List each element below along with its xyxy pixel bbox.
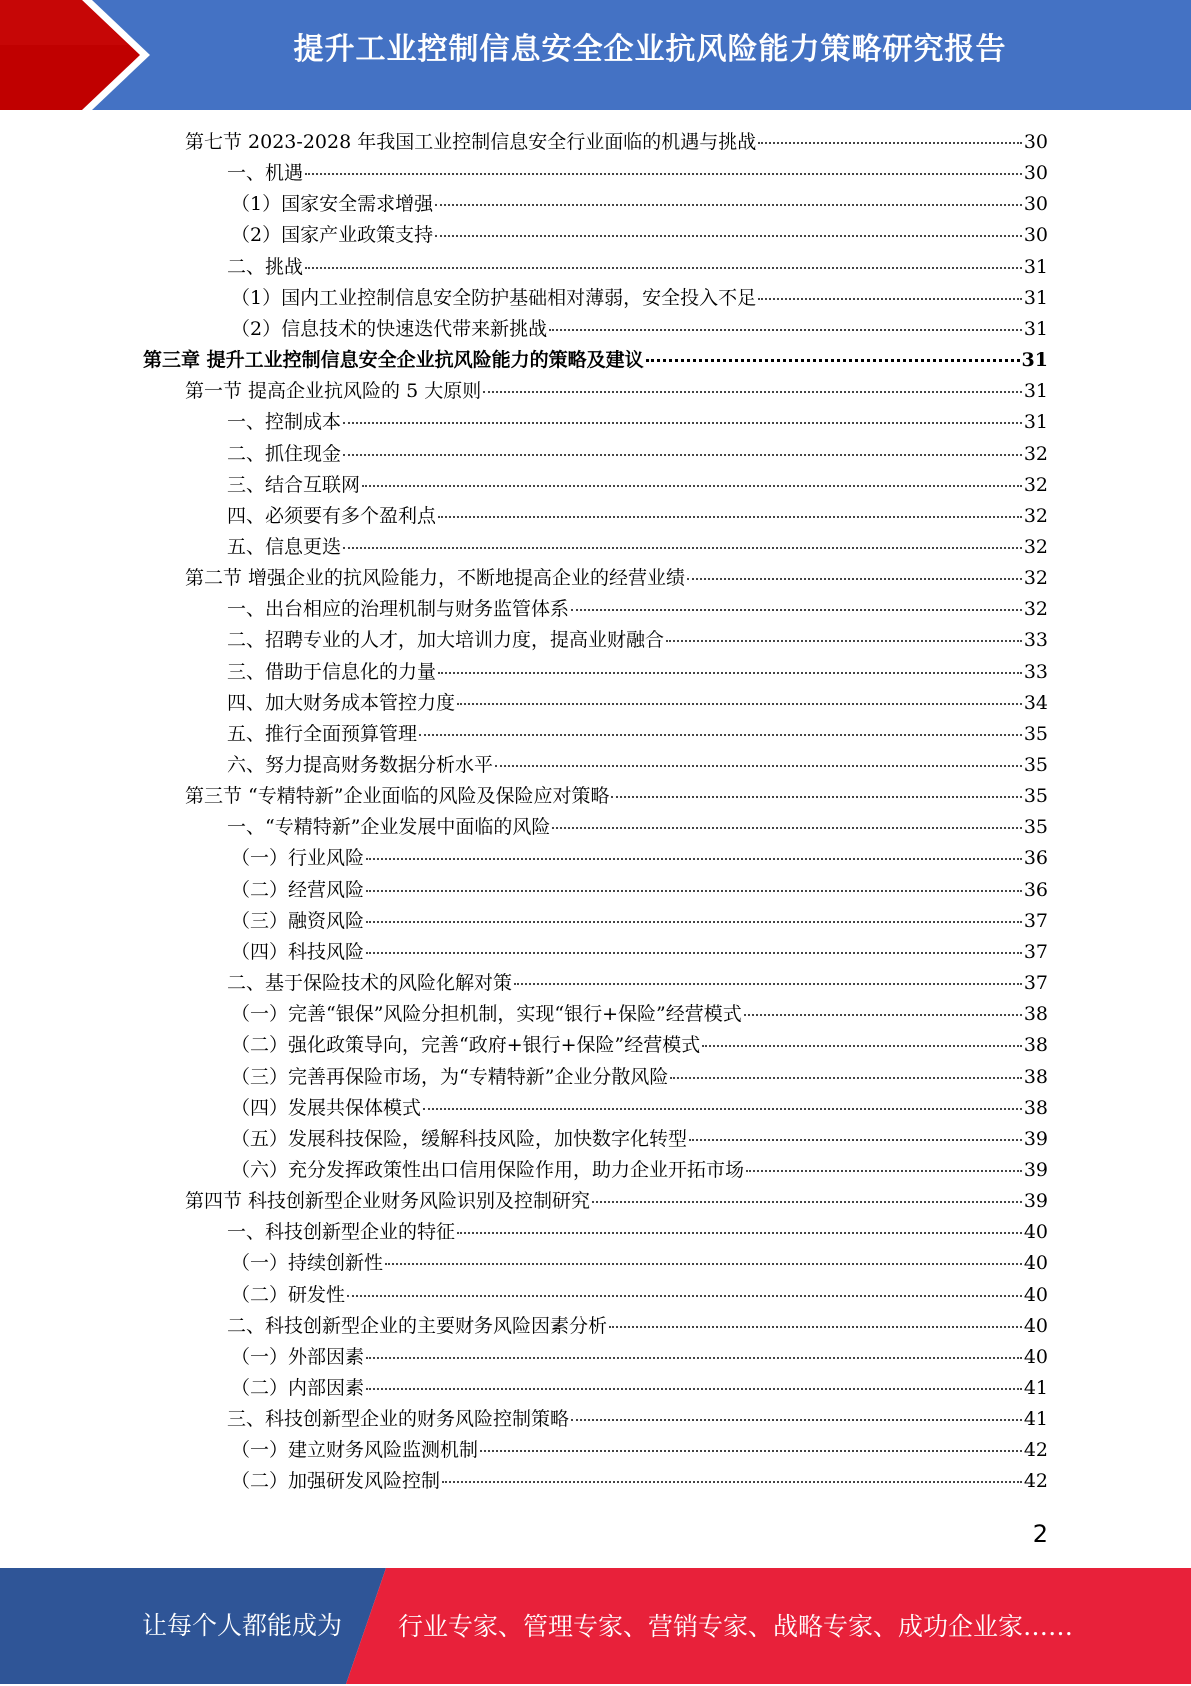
page-header — [0, 0, 1191, 110]
toc-entry[interactable] — [227, 158, 1048, 189]
toc-dot-leader — [435, 204, 1022, 206]
report-title: 提升工业控制信息安全企业抗风险能力策略研究报告 — [293, 32, 1007, 67]
toc-dot-leader — [702, 1045, 1022, 1047]
toc-entry-title: （二）经营风险 — [231, 878, 365, 901]
toc-entry-page: 34 — [1023, 691, 1048, 714]
toc-entry-title: （一）行业风险 — [231, 847, 365, 870]
toc-dot-leader — [611, 796, 1021, 798]
toc-entry[interactable] — [227, 594, 1048, 625]
toc-entry-page: 31 — [1023, 380, 1048, 403]
toc-entry-title: （三）完善再保险市场，为“专精特新”企业分散风险 — [231, 1065, 669, 1088]
toc-entry-page: 38 — [1023, 1096, 1048, 1119]
toc-dot-leader — [347, 1295, 1022, 1297]
page-number: 2 — [1032, 1520, 1048, 1548]
toc-entry-title: 一、“专精特新”企业发展中面临的风险 — [227, 816, 551, 839]
toc-entry[interactable] — [231, 1155, 1048, 1186]
toc-dot-leader — [385, 1263, 1022, 1265]
toc-dot-leader — [435, 235, 1022, 237]
toc-entry-page: 31 — [1023, 286, 1048, 309]
toc-entry[interactable] — [227, 657, 1048, 688]
toc-chapter-entry[interactable] — [143, 345, 1048, 376]
toc-entry[interactable] — [231, 283, 1048, 314]
toc-entry-title: 五、信息更迭 — [227, 535, 342, 558]
toc-dot-leader — [670, 1077, 1021, 1079]
toc-entry-page: 40 — [1023, 1283, 1048, 1306]
toc-dot-leader — [419, 734, 1022, 736]
footer-slogan-right: 行业专家、管理专家、营销专家、战略专家、成功企业家…… — [398, 1612, 1074, 1641]
toc-entry[interactable] — [227, 1311, 1048, 1342]
toc-entry-title: 四、必须要有多个盈利点 — [227, 504, 437, 527]
toc-entry[interactable] — [231, 1373, 1048, 1404]
toc-entry-title: （二）内部因素 — [231, 1377, 365, 1399]
toc-entry-page: 35 — [1023, 816, 1048, 839]
toc-entry[interactable] — [185, 127, 1048, 158]
toc-entry[interactable] — [231, 906, 1048, 937]
toc-entry-page: 31 — [1023, 317, 1048, 340]
toc-entry-page: 32 — [1023, 442, 1048, 465]
toc-dot-leader — [305, 173, 1022, 175]
toc-entry[interactable] — [227, 625, 1048, 656]
toc-entry-title: （三）融资风险 — [231, 909, 365, 932]
toc-entry[interactable] — [227, 1404, 1048, 1435]
page-footer — [0, 1568, 1191, 1684]
toc-dot-leader — [666, 640, 1022, 642]
toc-entry[interactable] — [185, 376, 1048, 407]
toc-dot-leader — [438, 672, 1022, 674]
toc-entry-page: 37 — [1023, 972, 1048, 995]
toc-entry[interactable] — [231, 1342, 1048, 1373]
toc-entry[interactable] — [227, 407, 1048, 438]
toc-entry-page: 42 — [1023, 1439, 1048, 1462]
toc-dot-leader — [483, 391, 1022, 393]
toc-entry-title: 一、出台相应的治理机制与财务监管体系 — [227, 598, 570, 621]
toc-entry-page: 31 — [1023, 411, 1048, 434]
toc-dot-leader — [423, 1108, 1022, 1110]
toc-entry-title: （二）加强研发风险控制 — [231, 1470, 441, 1493]
toc-entry-title: （2）信息技术的快速迭代带来新挑战 — [231, 317, 548, 340]
toc-dot-leader — [687, 578, 1022, 580]
toc-entry-page: 30 — [1023, 193, 1048, 216]
toc-entry[interactable] — [227, 968, 1048, 999]
toc-entry-title: （四）发展共保体模式 — [231, 1096, 422, 1119]
toc-dot-leader — [689, 1139, 1022, 1141]
toc-entry-page: 40 — [1023, 1345, 1048, 1368]
toc-entry-title: 二、基于保险技术的风险化解对策 — [227, 972, 513, 995]
toc-dot-leader — [343, 454, 1022, 456]
toc-dot-leader — [305, 267, 1022, 269]
toc-dot-leader — [438, 516, 1022, 518]
toc-entry[interactable] — [185, 563, 1048, 594]
toc-dot-leader — [366, 890, 1022, 892]
toc-dot-leader — [571, 1419, 1022, 1421]
toc-entry-page: 42 — [1023, 1470, 1048, 1493]
toc-entry-page: 32 — [1023, 473, 1048, 496]
toc-entry[interactable] — [231, 1248, 1048, 1279]
toc-dot-leader — [592, 1201, 1022, 1203]
toc-entry[interactable] — [227, 1217, 1048, 1248]
toc-entry-title: 二、招聘专业的人才，加大培训力度，提高业财融合 — [227, 629, 665, 652]
toc-entry-title: （一）持续创新性 — [231, 1252, 384, 1275]
toc-entry-page: 32 — [1023, 598, 1048, 621]
toc-entry-title: （四）科技风险 — [231, 940, 365, 963]
toc-entry[interactable] — [231, 1062, 1048, 1093]
toc-entry-page: 36 — [1023, 847, 1048, 870]
toc-entry-page: 30 — [1023, 224, 1048, 247]
toc-entry[interactable] — [227, 532, 1048, 563]
toc-entry-title: 第三章 提升工业控制信息安全企业抗风险能力的策略及建议 — [143, 349, 644, 372]
toc-dot-leader — [343, 422, 1022, 424]
toc-entry-title: 第二节 增强企业的抗风险能力，不断地提高企业的经营业绩 — [185, 567, 686, 590]
toc-entry-page: 40 — [1023, 1314, 1048, 1337]
toc-entry-page: 30 — [1023, 131, 1048, 153]
toc-entry-page: 38 — [1023, 1003, 1048, 1026]
toc-dot-leader — [758, 142, 1022, 144]
toc-dot-leader — [457, 1232, 1022, 1234]
toc-entry-page: 35 — [1023, 785, 1048, 808]
toc-entry[interactable] — [227, 719, 1048, 750]
toc-entry-page: 36 — [1023, 878, 1048, 901]
toc-dot-leader — [746, 1170, 1022, 1172]
toc-dot-leader — [514, 983, 1022, 985]
toc-entry[interactable] — [227, 750, 1048, 781]
toc-entry[interactable] — [231, 1280, 1048, 1311]
toc-entry-title: 一、科技创新型企业的特征 — [227, 1221, 456, 1244]
toc-dot-leader — [609, 1326, 1022, 1328]
toc-entry-title: （五）发展科技保险，缓解科技风险，加快数字化转型 — [231, 1127, 688, 1150]
toc-entry-page: 40 — [1023, 1252, 1048, 1275]
toc-entry[interactable] — [231, 189, 1048, 220]
toc-dot-leader — [744, 1014, 1022, 1016]
toc-entry[interactable] — [185, 1186, 1048, 1217]
toc-entry[interactable] — [227, 688, 1048, 719]
toc-dot-leader — [366, 1388, 1022, 1390]
toc-dot-leader — [646, 359, 1020, 362]
toc-entry[interactable] — [231, 1030, 1048, 1061]
toc-entry-title: 六、努力提高财务数据分析水平 — [227, 754, 494, 776]
toc-dot-leader — [480, 1450, 1022, 1452]
toc-entry[interactable] — [231, 220, 1048, 251]
toc-dot-leader — [343, 547, 1022, 549]
toc-entry-title: 第一节 提高企业抗风险的 5 大原则 — [185, 380, 482, 403]
toc-dot-leader — [552, 827, 1021, 829]
toc-dot-leader — [549, 329, 1022, 331]
toc-entry-page: 38 — [1023, 1065, 1048, 1088]
toc-entry-page: 32 — [1023, 535, 1048, 558]
toc-entry-title: （一）完善“银保”风险分担机制，实现“银行+保险”经营模式 — [231, 1003, 742, 1026]
toc-dot-leader — [758, 298, 1022, 300]
toc-entry[interactable] — [231, 1093, 1048, 1124]
footer-slogan-left: 让每个人都能成为 — [142, 1611, 343, 1640]
toc-dot-leader — [362, 485, 1022, 487]
toc-entry-title: 第七节 2023-2028 年我国工业控制信息安全行业面临的机遇与挑战 — [185, 131, 757, 153]
toc-entry-page: 35 — [1023, 722, 1048, 745]
toc-entry-title: （一）建立财务风险监测机制 — [231, 1439, 479, 1462]
toc-entry-page: 39 — [1023, 1158, 1048, 1181]
toc-entry[interactable] — [231, 1466, 1048, 1497]
toc-dot-leader — [366, 921, 1022, 923]
toc-entry-page: 39 — [1023, 1127, 1048, 1150]
toc-entry-title: （六）充分发挥政策性出口信用保险作用，助力企业开拓市场 — [231, 1158, 745, 1181]
toc-entry-title: （二）研发性 — [231, 1283, 346, 1306]
toc-entry-page: 33 — [1023, 660, 1048, 683]
toc-dot-leader — [457, 703, 1022, 705]
toc-entry-title: 三、科技创新型企业的财务风险控制策略 — [227, 1408, 570, 1431]
toc-entry-title: （一）外部因素 — [231, 1345, 365, 1368]
toc-entry-title: 二、抓住现金 — [227, 442, 342, 465]
toc-entry-page: 41 — [1023, 1408, 1048, 1431]
toc-entry[interactable] — [227, 470, 1048, 501]
toc-dot-leader — [366, 1357, 1022, 1359]
toc-entry-title: （2）国家产业政策支持 — [231, 224, 434, 247]
toc-entry-page: 39 — [1023, 1190, 1048, 1213]
toc-entry[interactable] — [231, 843, 1048, 874]
toc-entry-title: 第四节 科技创新型企业财务风险识别及控制研究 — [185, 1190, 591, 1213]
toc-entry-title: 四、加大财务成本管控力度 — [227, 691, 456, 714]
toc-entry-title: 五、推行全面预算管理 — [227, 722, 418, 745]
toc-entry-page: 31 — [1023, 255, 1048, 278]
toc-entry-title: （1）国内工业控制信息安全防护基础相对薄弱，安全投入不足 — [231, 286, 757, 309]
toc-entry[interactable] — [231, 875, 1048, 906]
toc-entry-page: 41 — [1023, 1377, 1048, 1399]
toc-entry-page: 31 — [1021, 349, 1048, 372]
toc-entry-page: 33 — [1023, 629, 1048, 652]
toc-entry-title: 一、控制成本 — [227, 411, 342, 434]
toc-entry-page: 30 — [1023, 162, 1048, 185]
toc-entry[interactable] — [227, 501, 1048, 532]
toc-entry-title: （二）强化政策导向，完善“政府+银行+保险”经营模式 — [231, 1034, 701, 1057]
toc-entry-page: 37 — [1023, 909, 1048, 932]
toc-entry-title: 三、结合互联网 — [227, 473, 361, 496]
toc-entry-page: 32 — [1023, 567, 1048, 590]
toc-entry-page: 32 — [1023, 504, 1048, 527]
toc-entry[interactable] — [185, 781, 1048, 812]
toc-entry-title: （1）国家安全需求增强 — [231, 193, 434, 216]
toc-dot-leader — [366, 952, 1022, 954]
toc-dot-leader — [571, 609, 1022, 611]
toc-dot-leader — [495, 765, 1022, 767]
toc-dot-leader — [442, 1481, 1022, 1483]
toc-entry-title: 二、挑战 — [227, 255, 304, 278]
toc-entry-title: 二、科技创新型企业的主要财务风险因素分析 — [227, 1314, 608, 1337]
toc-entry[interactable] — [231, 1435, 1048, 1466]
toc-entry-title: 一、机遇 — [227, 162, 304, 185]
toc-entry[interactable] — [227, 812, 1048, 843]
toc-entry-page: 38 — [1023, 1034, 1048, 1057]
toc-entry-title: 第三节 “专精特新”企业面临的风险及保险应对策略 — [185, 785, 610, 808]
toc-entry-page: 35 — [1023, 754, 1048, 776]
toc-dot-leader — [366, 858, 1022, 860]
toc-entry[interactable] — [231, 1124, 1048, 1155]
toc-entry[interactable] — [227, 252, 1048, 283]
toc-entry-title: 三、借助于信息化的力量 — [227, 660, 437, 683]
toc-entry[interactable] — [231, 999, 1048, 1030]
toc-entry[interactable] — [231, 314, 1048, 345]
toc-entry[interactable] — [227, 439, 1048, 470]
toc-entry-page: 40 — [1023, 1221, 1048, 1244]
toc-entry-page: 37 — [1023, 940, 1048, 963]
toc-entry[interactable] — [231, 937, 1048, 968]
